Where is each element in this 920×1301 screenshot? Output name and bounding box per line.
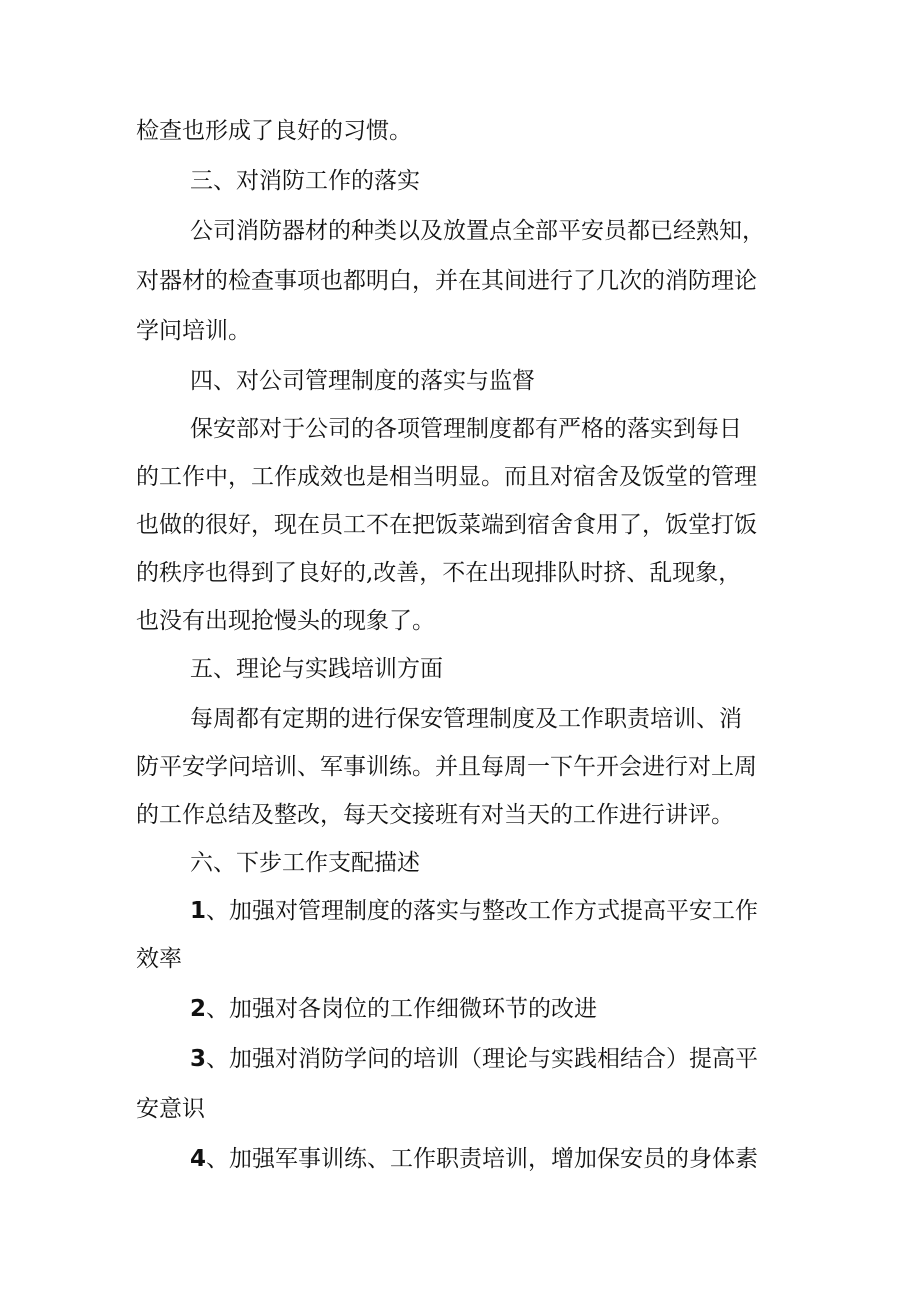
list-item-text: 、加强对各岗位的工作细微环节的改进 <box>206 996 598 1022</box>
paragraph-line: 的工作中，工作成效也是相当明显。而且对宿舍及饭堂的管理 <box>136 464 757 490</box>
section-heading-6: 六、下步工作支配描述 <box>190 850 420 876</box>
list-number: 2 <box>190 996 207 1022</box>
list-number: 1 <box>190 898 207 924</box>
paragraph-line: 的工作总结及整改，每天交接班有对当天的工作进行讲评。 <box>136 802 734 828</box>
section-heading-3: 三、对消防工作的落实 <box>190 168 420 194</box>
section-heading-5: 五、理论与实践培训方面 <box>190 656 443 682</box>
list-item-4 <box>190 1144 758 1174</box>
paragraph-line: 也没有出现抢慢头的现象了。 <box>136 608 435 634</box>
list-number: 4 <box>190 1146 207 1172</box>
section-heading-4: 四、对公司管理制度的落实与监督 <box>190 368 535 394</box>
list-item-text: 、加强军事训练、工作职责培训，增加保安员的身体素 <box>206 1146 759 1172</box>
list-item-text: 、加强对消防学问的培训（理论与实践相结合）提高平 <box>206 1046 759 1072</box>
paragraph-line: 检查也形成了良好的习惯。 <box>136 118 412 144</box>
paragraph-line: 防平安学问培训、军事训练。并且每周一下午开会进行对上周 <box>136 754 757 780</box>
list-item-3 <box>190 1044 758 1074</box>
paragraph-line: 也做的很好，现在员工不在把饭菜端到宿舍食用了，饭堂打饭 <box>136 512 757 538</box>
paragraph-line: 对器材的检查事项也都明白，并在其间进行了几次的消防理论 <box>136 268 757 294</box>
list-item-1 <box>190 896 758 926</box>
list-item-2 <box>190 994 597 1024</box>
paragraph-line: 的秩序也得到了良好的,改善，不在出现排队时挤、乱现象， <box>136 560 742 586</box>
paragraph-line: 保安部对于公司的各项管理制度都有严格的落实到每日 <box>190 416 742 442</box>
list-number: 3 <box>190 1046 207 1072</box>
paragraph-line: 学问培训。 <box>136 318 251 344</box>
list-item-text: 、加强对管理制度的落实与整改工作方式提高平安工作 <box>206 898 759 924</box>
list-item-continuation: 效率 <box>136 946 182 972</box>
list-item-continuation: 安意识 <box>136 1096 205 1122</box>
paragraph-line: 每周都有定期的进行保安管理制度及工作职责培训、消 <box>190 706 742 732</box>
paragraph-line: 公司消防器材的种类以及放置点全部平安员都已经熟知， <box>190 218 765 244</box>
